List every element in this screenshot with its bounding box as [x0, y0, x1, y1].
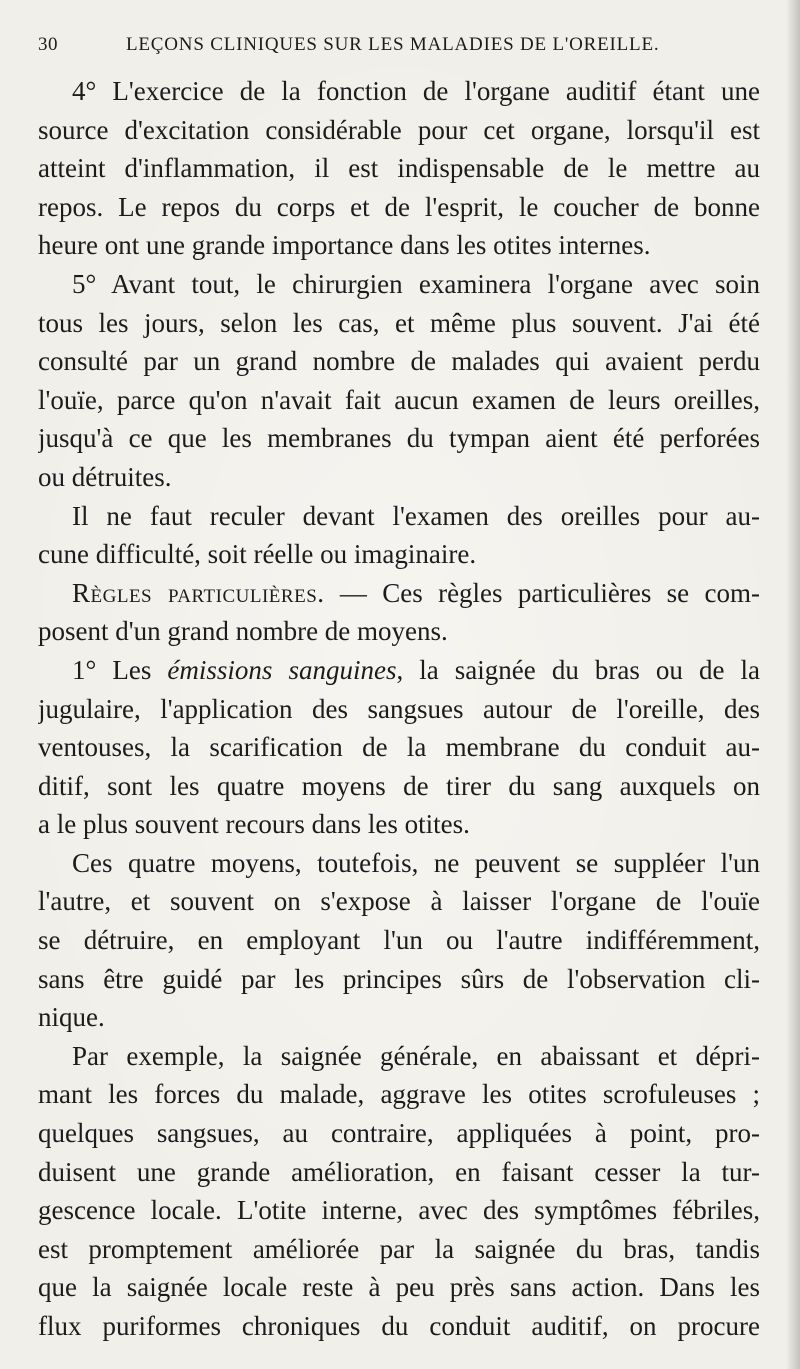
text-line: Il ne faut reculer devant l'examen des oreilles pour au- — [72, 500, 760, 531]
text-line: est promptement améliorée par la saignée du bras, tandis — [38, 1233, 760, 1264]
text-line: Par exemple, la saignée générale, en abaissant et dépri- — [72, 1040, 760, 1071]
text-line — [38, 651, 760, 690]
text-line: 5° Avant tout, le chirurgien examinera l'organe avec soin — [72, 268, 760, 299]
page-header — [38, 34, 758, 64]
text-line: l'autre, et souvent on s'expose à laisser l'organe de l'ouïe — [38, 886, 760, 917]
text-line: tous les jours, selon les cas, et même plus souvent. J'ai été — [38, 307, 760, 338]
text-line: Ces quatre moyens, toutefois, ne peuvent se suppléer l'un — [72, 847, 760, 878]
text-line: cune difficulté, soit réelle ou imaginaire. — [38, 539, 477, 570]
text-line: ventouses, la scarification de la membrane du conduit au- — [38, 732, 760, 763]
text-run: , la saignée du bras ou de la — [396, 654, 760, 685]
section-heading: Règles particulières. — [72, 577, 325, 608]
text-line — [38, 574, 760, 613]
page-edge-shadow — [786, 0, 800, 1369]
text-line: a le plus souvent recours dans les otites. — [38, 809, 470, 840]
text-run: 1° Les — [72, 654, 168, 685]
text-line: se détruire, en employant l'un ou l'autre indifféremment, — [38, 925, 760, 956]
text-line: source d'excitation considérable pour cet organe, lorsqu'il est — [38, 114, 760, 145]
text-line: heure ont une grande importance dans les otites internes. — [38, 230, 651, 261]
text-line: mant les forces du malade, aggrave les otites scrofuleuses ; — [38, 1079, 760, 1110]
text-line: 4° L'exercice de la fonction de l'organe auditif étant une — [72, 76, 760, 106]
text-line: flux puriformes chroniques du conduit auditif, on procure — [38, 1311, 760, 1341]
text-line: ou détruites. — [38, 461, 172, 492]
text-line: posent d'un grand nombre de moyens. — [38, 616, 448, 647]
text-run: — Ces règles particulières se com- — [324, 577, 760, 608]
text-line: jugulaire, l'application des sangsues autour de l'oreille, des — [38, 693, 760, 724]
text-line: repos. Le repos du corps et de l'esprit, le coucher de bonne — [38, 191, 760, 222]
text-line: atteint d'inflammation, il est indispensable de le mettre au — [38, 153, 760, 184]
text-line: l'ouïe, parce qu'on n'avait fait aucun examen de leurs oreilles, — [38, 384, 760, 415]
page-number: 30 — [38, 34, 58, 55]
text-line: jusqu'à ce que les membranes du tympan aient été perforées — [38, 423, 760, 454]
text-line: sans être guidé par les principes sûrs de l'observation cli- — [38, 963, 760, 994]
text-line: duisent une grande amélioration, en faisant cesser la tur- — [38, 1156, 760, 1187]
text-line: ditif, sont les quatre moyens de tirer du sang auxquels on — [38, 770, 760, 801]
text-line: nique. — [38, 1002, 105, 1033]
text-line: gescence locale. L'otite interne, avec des symptômes fébriles, — [38, 1195, 760, 1226]
text-line: que la saignée locale reste à peu près sans action. Dans les — [38, 1272, 760, 1303]
text-line: consulté par un grand nombre de malades qui avaient perdu — [38, 346, 760, 377]
body-text — [38, 72, 760, 1346]
italic-term: émissions sanguines — [167, 654, 397, 685]
text-line: quelques sangsues, au contraire, appliquées à point, pro- — [38, 1118, 760, 1149]
running-title: LEÇONS CLINIQUES SUR LES MALADIES DE L'OREILLE. — [126, 34, 660, 55]
